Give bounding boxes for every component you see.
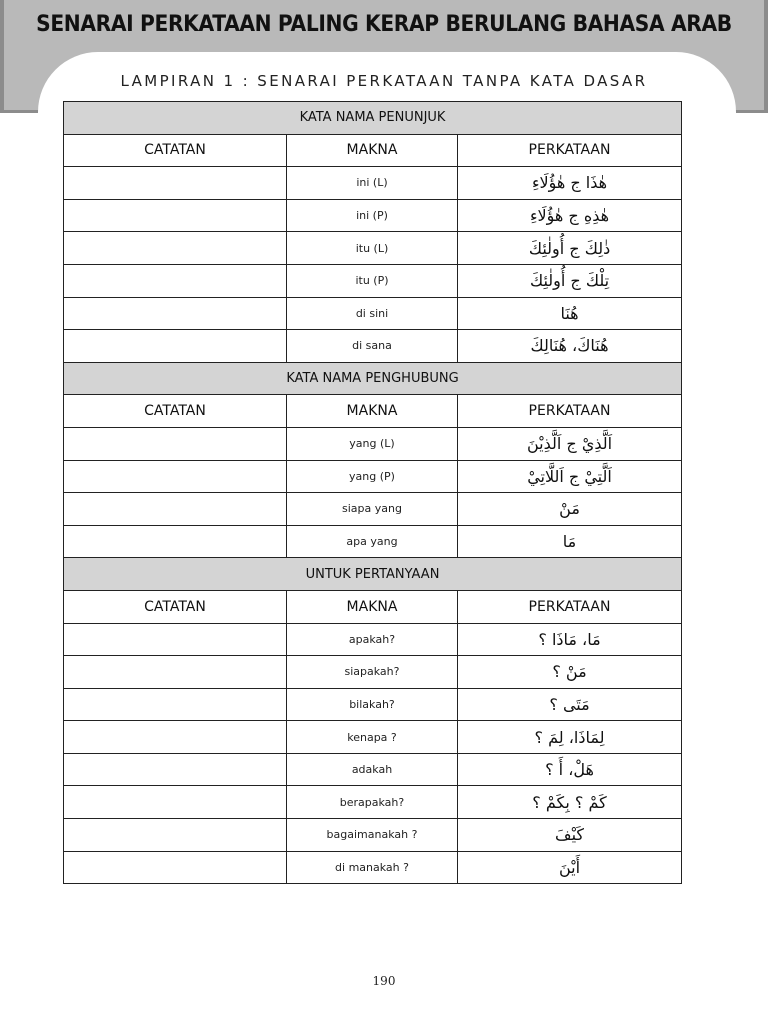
catatan-cell: [64, 753, 287, 786]
perkataan-cell: ذٰلِكَ ج أُولٰئِكَ: [458, 232, 682, 265]
catatan-cell: [64, 688, 287, 721]
section-header-row: [64, 102, 682, 135]
perkataan-cell: اَلَّذِيْ ج اَلَّذِيْنَ: [458, 427, 682, 460]
page-subtitle: LAMPIRAN 1 : SENARAI PERKATAAN TANPA KATA DASAR: [120, 72, 648, 90]
catatan-cell: [64, 330, 287, 363]
table-row: [64, 525, 682, 558]
perkataan-cell: لِمَاذَا، لِمَ ؟: [458, 721, 682, 754]
catatan-cell: [64, 623, 287, 656]
perkataan-cell: كَيْفَ: [458, 819, 682, 852]
page-title: SENARAI PERKATAAN PALING KERAP BERULANG BAHASA ARAB: [36, 12, 732, 37]
column-header-row: [64, 134, 682, 167]
makna-cell: yang (L): [287, 427, 458, 460]
table-row: [64, 460, 682, 493]
perkataan-cell: تِلْكَ ج أُولٰئِكَ: [458, 264, 682, 297]
catatan-cell: [64, 786, 287, 819]
makna-cell: berapakah?: [287, 786, 458, 819]
section-title: UNTUK PERTANYAAN: [64, 558, 682, 591]
perkataan-cell: هُنَا: [458, 297, 682, 330]
perkataan-cell: هُنَاكَ، هُنَالِكَ: [458, 330, 682, 363]
table-row: [64, 427, 682, 460]
table-row: [64, 819, 682, 852]
makna-cell: kenapa ?: [287, 721, 458, 754]
table-row: [64, 493, 682, 526]
column-header-perkataan: PERKATAAN: [458, 134, 682, 167]
section-title: KATA NAMA PENGHUBUNG: [64, 362, 682, 395]
column-header-perkataan: PERKATAAN: [458, 590, 682, 623]
table-row: [64, 786, 682, 819]
makna-cell: apakah?: [287, 623, 458, 656]
perkataan-cell: مَنْ ؟: [458, 656, 682, 689]
makna-cell: bagaimanakah ?: [287, 819, 458, 852]
makna-cell: yang (P): [287, 460, 458, 493]
column-header-row: [64, 395, 682, 428]
column-header-row: [64, 590, 682, 623]
section-title: KATA NAMA PENUNJUK: [64, 102, 682, 135]
table-row: [64, 297, 682, 330]
catatan-cell: [64, 232, 287, 265]
table-row: [64, 330, 682, 363]
makna-cell: ini (L): [287, 167, 458, 200]
column-header-makna: MAKNA: [287, 395, 458, 428]
vocabulary-table-body: [64, 102, 682, 884]
catatan-cell: [64, 460, 287, 493]
perkataan-cell: مَتَى ؟: [458, 688, 682, 721]
makna-cell: bilakah?: [287, 688, 458, 721]
page-number: 190: [372, 974, 396, 988]
catatan-cell: [64, 525, 287, 558]
table-row: [64, 721, 682, 754]
makna-cell: itu (L): [287, 232, 458, 265]
catatan-cell: [64, 493, 287, 526]
perkataan-cell: هَلْ، أَ ؟: [458, 753, 682, 786]
table-row: [64, 656, 682, 689]
column-header-makna: MAKNA: [287, 134, 458, 167]
table-row: [64, 688, 682, 721]
table-row: [64, 264, 682, 297]
table-row: [64, 623, 682, 656]
perkataan-cell: مَا، مَاذَا ؟: [458, 623, 682, 656]
vocabulary-table: [63, 101, 682, 884]
makna-cell: di sini: [287, 297, 458, 330]
catatan-cell: [64, 297, 287, 330]
header-band-border-right: [764, 0, 768, 113]
column-header-makna: MAKNA: [287, 590, 458, 623]
table-row: [64, 753, 682, 786]
makna-cell: siapa yang: [287, 493, 458, 526]
makna-cell: ini (P): [287, 199, 458, 232]
header-band-border-left: [0, 0, 4, 113]
perkataan-cell: أَيْنَ: [458, 851, 682, 884]
table-row: [64, 232, 682, 265]
makna-cell: apa yang: [287, 525, 458, 558]
makna-cell: siapakah?: [287, 656, 458, 689]
perkataan-cell: هٰذِهِ ج هٰؤُلَاءِ: [458, 199, 682, 232]
catatan-cell: [64, 819, 287, 852]
perkataan-cell: مَنْ: [458, 493, 682, 526]
catatan-cell: [64, 427, 287, 460]
catatan-cell: [64, 851, 287, 884]
makna-cell: itu (P): [287, 264, 458, 297]
makna-cell: di sana: [287, 330, 458, 363]
column-header-catatan: CATATAN: [64, 395, 287, 428]
table-row: [64, 199, 682, 232]
catatan-cell: [64, 167, 287, 200]
table-row: [64, 851, 682, 884]
column-header-catatan: CATATAN: [64, 134, 287, 167]
perkataan-cell: اَلَّتِيْ ج اَللَّاتِيْ: [458, 460, 682, 493]
catatan-cell: [64, 721, 287, 754]
section-header-row: [64, 558, 682, 591]
column-header-perkataan: PERKATAAN: [458, 395, 682, 428]
perkataan-cell: هٰذَا ج هٰؤُلَاءِ: [458, 167, 682, 200]
perkataan-cell: كَمْ ؟ بِكَمْ ؟: [458, 786, 682, 819]
column-header-catatan: CATATAN: [64, 590, 287, 623]
makna-cell: adakah: [287, 753, 458, 786]
perkataan-cell: مَا: [458, 525, 682, 558]
makna-cell: di manakah ?: [287, 851, 458, 884]
table-row: [64, 167, 682, 200]
section-header-row: [64, 362, 682, 395]
catatan-cell: [64, 199, 287, 232]
catatan-cell: [64, 264, 287, 297]
catatan-cell: [64, 656, 287, 689]
